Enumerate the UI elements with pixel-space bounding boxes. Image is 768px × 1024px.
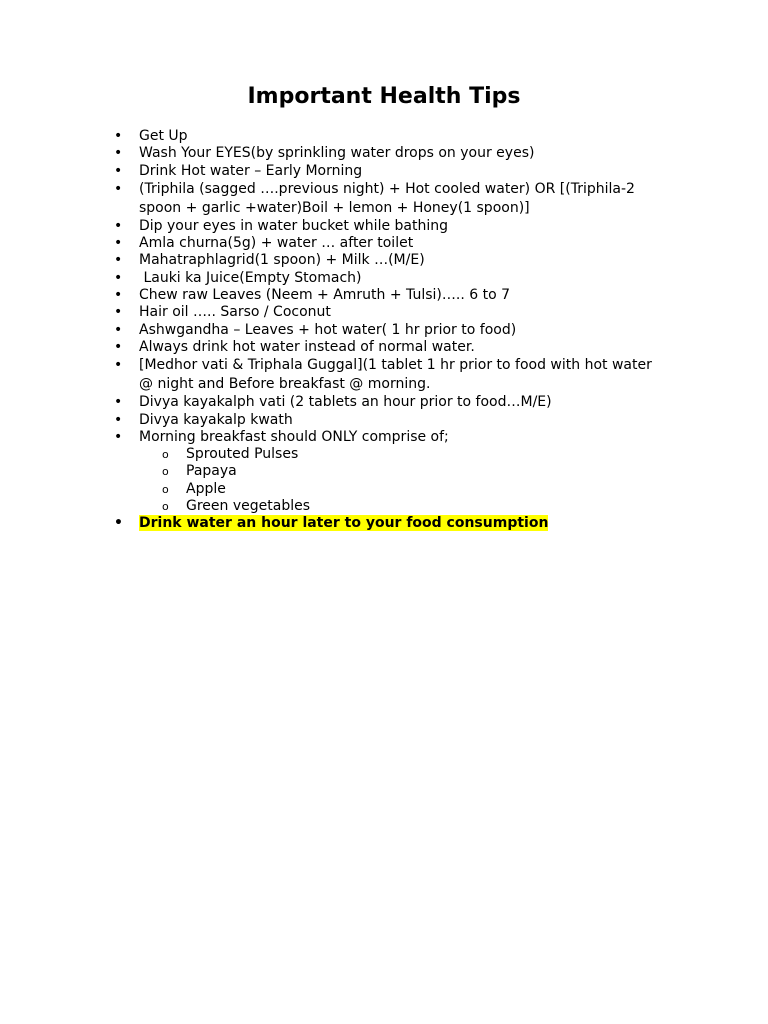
sublist-item: o Apple	[162, 480, 226, 497]
list-item: • Hair oil ….. Sarso / Coconut	[114, 304, 331, 321]
bullet-icon: •	[114, 411, 123, 428]
bullet-icon: •	[114, 321, 123, 338]
bullet-icon: •	[114, 217, 123, 234]
circle-bullet-icon: o	[162, 465, 169, 479]
list-item: • Get Up	[114, 128, 188, 144]
bullet-icon: •	[114, 235, 123, 252]
list-item: • Drink Hot water – Early Morning	[114, 162, 363, 179]
list-item: • Morning breakfast should ONLY comprise of; o Sprouted Pulses o Papaya o Apple o Green vegetables	[0, 429, 768, 515]
list-item: • Wash Your EYES(by sprinkling water drops on your eyes)	[114, 145, 535, 162]
list-item: • Amla churna(5g) + water … after toilet	[114, 235, 414, 252]
bullet-icon: •	[114, 128, 123, 144]
bullet-icon: •	[114, 338, 123, 355]
page-title: Important Health Tips	[247, 84, 521, 109]
bullet-icon: •	[114, 269, 123, 286]
bullet-icon: •	[114, 287, 123, 304]
list-item: • Lauki ka Juice(Empty Stomach)	[114, 269, 362, 286]
bullet-icon: •	[114, 394, 123, 411]
bullet-icon: •	[114, 180, 123, 197]
bullet-icon: •	[114, 162, 123, 179]
bullet-icon: •	[114, 252, 123, 269]
bullet-icon: •	[114, 145, 123, 162]
list-item: • (Triphila (sagged ….previous night) + Hot cooled water) OR [(Triphila-2 spoon + garlic +water)Boil + lemon + Honey(1 spoon)]	[114, 180, 635, 216]
list-item: • Mahatraphlagrid(1 spoon) + Milk …(M/E)	[114, 252, 425, 269]
highlighted-list-item	[0, 515, 768, 532]
bullet-icon: •	[114, 357, 123, 374]
highlighted-text: Drink water an hour later to your food consumption	[139, 515, 549, 532]
bullet-icon: •	[114, 428, 123, 445]
breakfast-sublist	[139, 446, 668, 515]
circle-bullet-icon: o	[162, 500, 169, 514]
list-item: • Divya kayakalp kwath	[114, 411, 293, 428]
list-item: • Chew raw Leaves (Neem + Amruth + Tulsi)….. 6 to 7	[114, 287, 511, 304]
list-item: • Divya kayakalph vati (2 tablets an hour prior to food…M/E)	[114, 394, 552, 411]
list-item: • Ashwgandha – Leaves + hot water( 1 hr prior to food)	[114, 321, 517, 338]
sublist-item: o Papaya	[162, 463, 237, 480]
list-item: • [Medhor vati & Triphala Guggal](1 tablet 1 hr prior to food with hot water @ night and Before breakfast @ morning.	[114, 357, 652, 393]
bullet-icon: •	[114, 515, 123, 532]
list-item: • Always drink hot water instead of normal water.	[114, 338, 475, 355]
sublist-item: o Green vegetables	[162, 498, 310, 515]
sublist-item: o Sprouted Pulses	[162, 446, 299, 463]
circle-bullet-icon: o	[162, 482, 169, 496]
health-tips-list	[0, 128, 768, 533]
circle-bullet-icon: o	[162, 448, 169, 462]
bullet-icon: •	[114, 304, 123, 321]
list-item: • Dip your eyes in water bucket while bathing	[114, 217, 449, 234]
